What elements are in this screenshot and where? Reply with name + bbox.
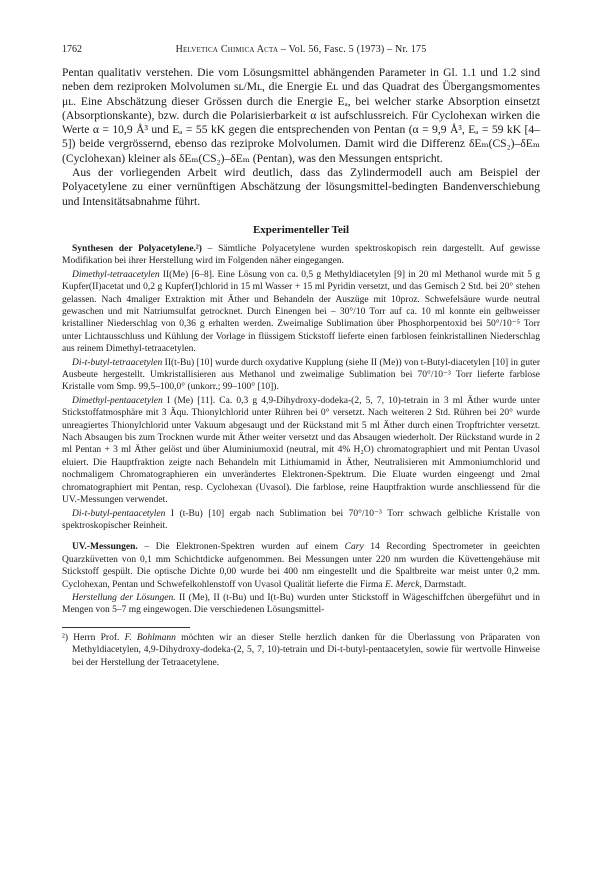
procedure-body: I (t-Bu) [10] ergab nach Sublimation bei 70°/10⁻³ Torr schwach gelbliche Kristalle von spektroskopischer Reinheit. [62,508,540,531]
volume-issue: – Vol. 56, Fasc. 5 (1973) – Nr. 175 [280,44,427,55]
discussion-paragraph-1: Pentan qualitativ verstehen. Die vom Lösungsmittel abhängenden Parameter in Gl. 1.1 und 1.2 sind neben dem reziproken Molvolumen sʟ/Mʟ, die Energie Eʟ und das Quadrat des Übergangsmomentes μʟ. Eine Abschätzung dieser Grössen durch die Energie Eₐ, bei welcher starke Absorption einsetzt (Absorptionskante), bzw. durch die Polarisierbarkeit α ist aufschlussreich. Für Cyclohexan wirken die Werte α = 10,9 Å³ und Eₐ = 55 kK gegen die entsprechenden von Pentan (α = 9,9 Å³, Eₐ = 59 kK [4–5]) beide vergrössernd, ebenso das reziproke Molvolumen. Damit wird die Differenz δEₘ(CS₂)–δEₘ (Cyclohexan) kleiner als δEₘ(CS₂)–δEₘ (Pentan), was den Messungen entspricht. [62,66,540,165]
synthesis-intro: – Sämtliche Polyacetylene wurden spektroskopisch rein dargestellt. Auf gewisse Modifikation bei ihrer Herstellung wird im Folgenden näher eingegangen. [62,243,540,267]
procedure-body: II (Me), II (t-Bu) und I(t-Bu) wurden unter Stickstoff in Wägeschiffchen übergeführt und in Mengen von 5–7 mg eingewogen. Die verschiedenen Lösungsmittel- [62,592,540,616]
procedure-title: Herstellung der Lösungen. [72,592,176,603]
procedure-title: Dimethyl-pentaacetylen [72,395,163,406]
uv-measurements-paragraph [62,541,540,591]
procedure-title: Di-t-butyl-pentaacetylen [72,508,166,519]
uv-heading: UV.-Messungen. [72,542,138,553]
footnote-divider [62,627,190,628]
uv-body-b: 14 Recording Spectrometer in geeichten Quarzküvetten von 0,1 mm Schichtdicke aufgenommen. Bei Messungen unter 220 nm wurden die Küvettengehäuse mit Stickstoff gespült. Die optische Dichte 0,00 wurde bei 400 nm eingestellt und die Spaltbreite war meist unter 0,2 mm. Cyclohexan, Pentan und Schwefelkohlenstoff von Uvasol Qualität lieferte die Firma [62,542,540,590]
footnote-pre: Herrn Prof. [68,632,125,643]
footnote [62,632,540,669]
synthesis-heading: Synthesen der Polyacetylene.²) [72,243,202,254]
procedure-title: Dimethyl-tetraacetylen [72,269,160,280]
experimental-section [62,243,540,617]
procedure-dimethyl-pentaacetylene [62,395,540,507]
procedure-dimethyl-tetraacetylene [62,269,540,356]
section-title: Experimenteller Teil [252,223,350,236]
journal-citation [62,44,540,55]
procedure-title: Di-t-butyl-tetraacetylen [72,357,163,368]
uv-body-c: , Darmstadt. [419,579,467,590]
uv-body-a: – Die Elektronen-Spektren wurden auf einem [137,542,345,553]
discussion-text [62,66,540,209]
discussion-paragraph-2: Aus der vorliegenden Arbeit wird deutlich, dass das Zylindermodell auch am Beispiel der Polyacetylene zu einer vernünftigen Abschätzung der lösungsmittel-bedingten Bandenverschiebung und Intensitätsabnahme führt. [62,166,540,208]
footnote-mark: ²) [62,632,69,643]
procedure-body: I (Me) [11]. Ca. 0,3 g 4,9-Dihydroxy-dodeka-(2, 5, 7, 10)-tetrain in 3 ml Äther wurde unter Stickstoffatmosphäre mit 3 Äqu. Thionylchlorid unter Rühren bei 0° versetzt. Nach weiteren 2 Std. Rühren bei 20° wurde unreagiertes Thionylchlorid unter Vakuum abgesaugt und der Rückstand mit 5 ml Äther durch einen Tropftrichter versetzt. Nach Absaugen bis zum Trocknen wurde mit Äther weiter versetzt und das Absaugen wiederholt. Der Rückstand wurde in 2 ml Pentan + 3 ml Äther gelöst und über Aluminiumoxid (neutral, mit 4% H₂O) chromatographiert und mit Pentan Uvasol eluiert. Die Hauptfraktion zeigte nach Behandeln mit Lithiumamid in Äther, Neutralisieren mit Ammoniumchlorid und nochmaligem Chromatographieren ein unverändertes Elektronen-Spektrum. Die Eluate wurden eingeengt und 2mal chromatographiert mit Pentan, resp. Cyclohexan (Uvasol). Die farblose, reine Hauptfraktion wurde anschliessend für die UV.-Messungen verwendet. [62,395,540,506]
synthesis-paragraph [62,243,540,268]
journal-page [62,44,540,669]
running-header [62,44,540,64]
footnote-body: möchten wir an dieser Stelle herzlich danken für die Überlassung von Präparaten von Methyldiacetylen, 4,9-Dihydroxy-dodeka-(2, 5, 7, 10)-tetrain und Di-t-butyl-pentaacetylen, sowie für wertvolle Hinweise bei der Herstellung der Tetraacetylene. [72,632,540,668]
solution-preparation-paragraph [62,592,540,617]
procedure-body: II(t-Bu) [10] wurde durch oxydative Kupplung (siehe II (Me)) von t-Butyl-diacetylen [10] in guter Ausbeute hergestellt. Umkristallisieren aus Methanol und zweimalige Sublimation bei 70°/10⁻³ Torr lieferte farblose Kristalle vom Smp. 99,5–100,0° (unkorr.; 99–100° [10]). [62,357,540,393]
supplier-name: E. Merck [385,579,420,590]
journal-name: Helvetica Chimica Acta [175,44,279,55]
procedure-di-t-butyl-tetraacetylene [62,357,540,394]
instrument-name: Cary [344,542,364,553]
procedure-di-t-butyl-pentaacetylene [62,508,540,533]
page-number: 1762 [62,44,82,55]
procedure-body: II(Me) [6–8]. Eine Lösung von ca. 0,5 g Methyldiacetylen [9] in 20 ml Methanol wurde mit 5 g Kupfer(II)acetat und 0,2 g Kupfer(I)chlorid in 15 ml Wasser + 15 ml Pyridin versetzt, und das Gemisch 2 Std. bei 20° stehen gelassen. Nach 4maliger Extraktion mit Äther und Behandeln der Auszüge mit 10proz. Schwefelsäure wurde neutral gewaschen und mit Natriumsulfat getrocknet. Durch Einengen bei – 30°/10 Torr auf ca. 10 ml konnte ein gelbweisser kristalliner Niederschlag von 0,36 g erhalten werden. Zweimalige Sublimation über Phosphorpentoxid bei 50°/10⁻⁵ Torr unter Lichtausschluss und Kühlung der Vorlage in flüssigem Stickstoff lieferte einen farblosen feinkristallinen Niederschlag aus reinem Dimethyl-tetraacetylen. [62,269,540,355]
footnote-person: F. Bohlmann [124,632,176,643]
